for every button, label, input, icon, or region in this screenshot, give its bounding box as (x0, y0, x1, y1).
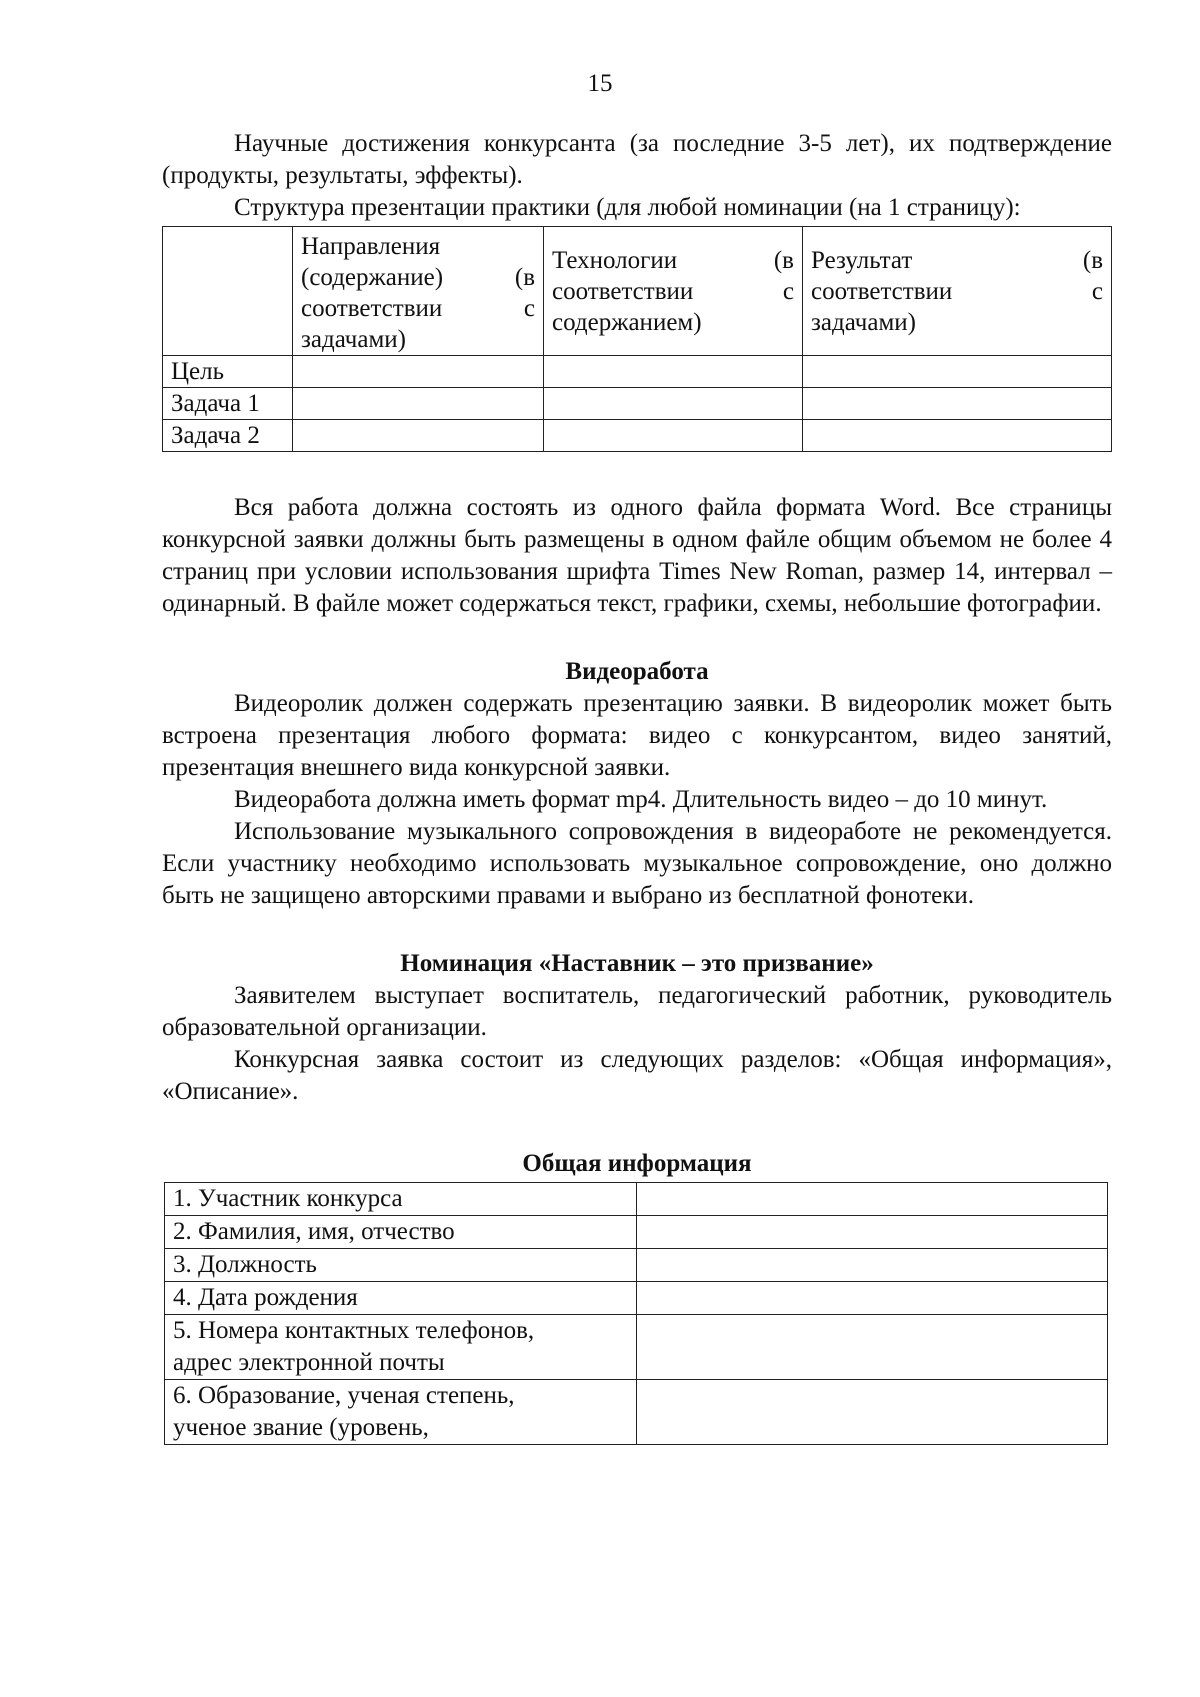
general-info-label (165, 1282, 637, 1315)
table-row (163, 420, 1112, 452)
table-row (163, 388, 1112, 420)
general-info-value (637, 1282, 1108, 1315)
video-section-title: Видеоработа (565, 658, 709, 685)
empty-cell (293, 420, 544, 452)
label-line: 5. Номера контактных телефонов, (173, 1317, 535, 1344)
label-line: 6. Образование, ученая степень, (173, 1382, 515, 1409)
general-info-label (165, 1249, 637, 1282)
empty-cell (293, 356, 544, 388)
header-line: Результат (в (811, 246, 1103, 274)
general-info-value (637, 1183, 1108, 1216)
header-line: соответствии с (301, 295, 535, 322)
video-paragraph-3: Использование музыкального сопровождения в видеоработе не рекомендуется. Если участнику необходимо использовать музыкальное сопровождение, оно должно быть не защищено авторскими правами и выбрано из бесплатной фонотеки. (162, 818, 1112, 909)
nomination-paragraph-2: Конкурсная заявка состоит из следующих разделов: «Общая информация», «Описание». (162, 1046, 1112, 1105)
header-line: соответствии с (552, 277, 794, 305)
header-line: (содержание) (в (301, 264, 535, 291)
general-info-value (637, 1315, 1108, 1380)
video-paragraph-1: Видеоролик должен содержать презентацию заявки. В видеоролик может быть встроена презентация любого формата: видео с конкурсантом, видео занятий, презентация внешнего вида конкурсной заявки. (162, 690, 1112, 781)
general-info-value (637, 1216, 1108, 1249)
empty-cell (293, 388, 544, 420)
row-label: Задача 2 (163, 420, 293, 452)
page-number: 15 (587, 70, 613, 97)
table-row (165, 1282, 1108, 1315)
general-info-label (165, 1380, 637, 1445)
achievements-paragraph: Научные достижения конкурсанта (за последние 3-5 лет), их подтверждение (продукты, результаты, эффекты). (162, 130, 1112, 189)
nomination-title: Номинация «Наставник – это призвание» (400, 950, 874, 977)
label-line: 3. Должность (173, 1251, 317, 1278)
label-line: ученое звание (уровень, (173, 1414, 429, 1441)
header-line: задачами) (811, 308, 916, 336)
header-line: Направления (301, 233, 441, 260)
empty-cell (544, 420, 803, 452)
table-row (163, 356, 1112, 388)
work-format-paragraph: Вся работа должна состоять из одного файла формата Word. Все страницы конкурсной заявки должны быть размещены в одном файле общим объемом не более 4 страниц при условии использования шрифта Times New Roman, размер 14, интервал – одинарный. В файле может содержаться текст, графики, схемы, небольшие фотографии. (162, 494, 1112, 617)
page-content (162, 128, 1112, 1445)
row-label: Цель (163, 356, 293, 388)
header-line: Технологии (в (552, 246, 794, 274)
table-row (165, 1183, 1108, 1216)
table-row (165, 1380, 1108, 1445)
table-corner-cell (163, 227, 293, 356)
structure-paragraph: Структура презентации практики (для любой номинации (на 1 страницу): (234, 194, 1021, 221)
table-row (165, 1315, 1108, 1380)
empty-cell (803, 356, 1112, 388)
general-info-label (165, 1216, 637, 1249)
table-header-result (803, 227, 1112, 356)
label-line: адрес электронной почты (173, 1349, 445, 1376)
label-line: 4. Дата рождения (173, 1284, 358, 1311)
general-info-table (164, 1182, 1108, 1445)
empty-cell (544, 356, 803, 388)
general-info-label (165, 1183, 637, 1216)
table-header-directions (293, 227, 544, 356)
row-label: Задача 1 (163, 388, 293, 420)
nomination-paragraph-1: Заявителем выступает воспитатель, педагогический работник, руководитель образовательной организации. (162, 982, 1112, 1041)
table-header-technologies (544, 227, 803, 356)
header-line: соответствии с (811, 277, 1103, 305)
header-line: задачами) (301, 326, 406, 353)
label-line: 2. Фамилия, имя, отчество (173, 1218, 455, 1245)
general-info-label (165, 1315, 637, 1380)
general-info-value (637, 1249, 1108, 1282)
table-row (165, 1216, 1108, 1249)
empty-cell (803, 388, 1112, 420)
general-info-value (637, 1380, 1108, 1445)
presentation-structure-table (162, 226, 1112, 452)
table-row (165, 1249, 1108, 1282)
table-header-row (163, 227, 1112, 356)
video-paragraph-2: Видеоработа должна иметь формат mp4. Длительность видео – до 10 минут. (234, 786, 1048, 813)
label-line: 1. Участник конкурса (173, 1185, 403, 1212)
empty-cell (803, 420, 1112, 452)
general-info-title: Общая информация (522, 1150, 752, 1177)
header-line: содержанием) (552, 308, 702, 336)
empty-cell (544, 388, 803, 420)
